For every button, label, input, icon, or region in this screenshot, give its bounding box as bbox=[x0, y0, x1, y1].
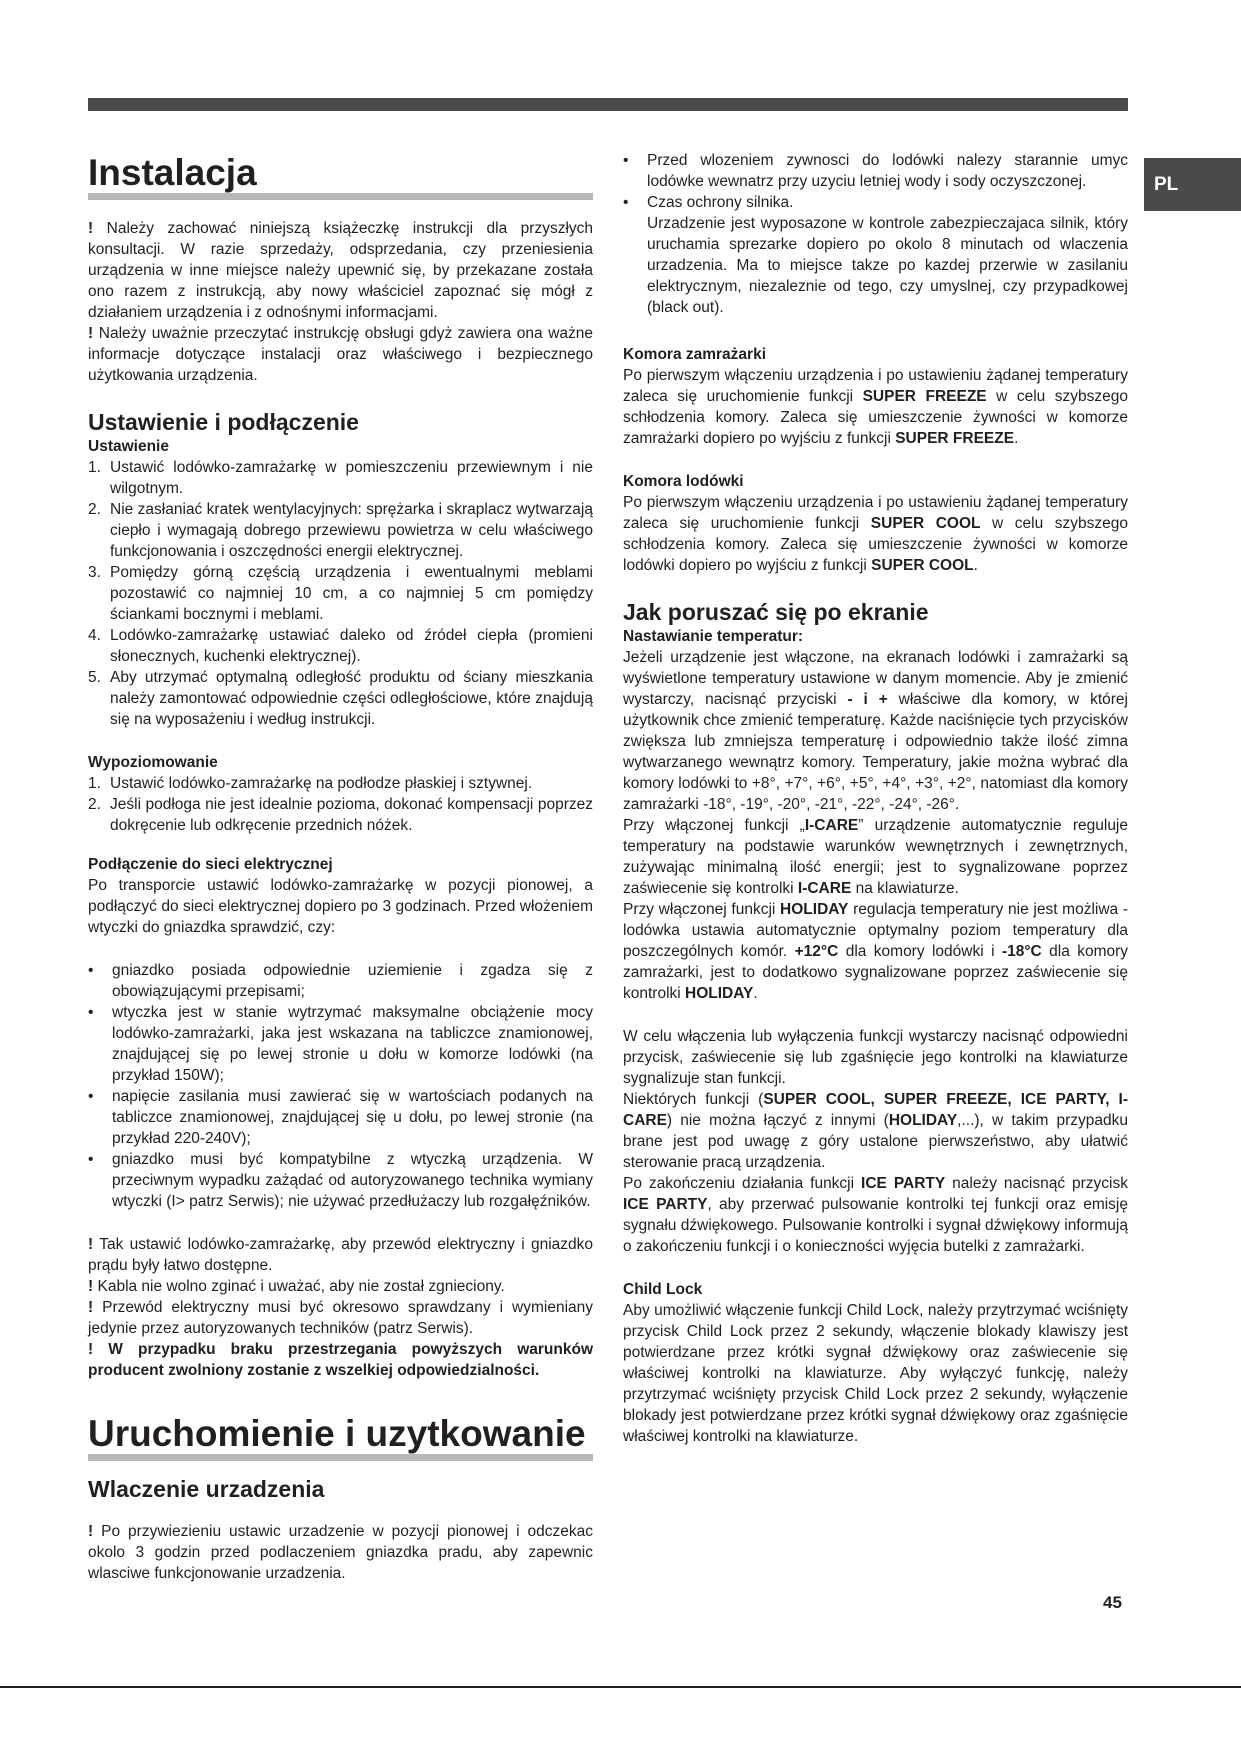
intro-paragraph-1: ! Należy zachować niniejszą książeczkę instrukcji dla przyszłych konsultacji. W razie sprzedaży, odsprzedania, czy przeniesienia urządzenia w inne miejsce należy upewnić się, by przekazane została ono razem z instrukcją, aby nowy właściciel zapoznać się mógł z działaniem urządzenia i z odnośnymi informacjami. bbox=[88, 220, 594, 321]
list-item: • gniazdko musi być kompatybilne z wtyczką urządzenia. W przeciwnym wypadku zażądać od autoryzowanego technika wymiany wtyczki (I> patrz Serwis); nie używać przedłużaczy lub rozgałęźników. bbox=[88, 1151, 593, 1210]
list-item: 1. Ustawić lodówko-zamrażarkę w pomieszczeniu przewiewnym i nie wilgotnym. bbox=[88, 459, 593, 497]
subheading-siec: Podłączenie do sieci elektrycznej bbox=[88, 856, 333, 873]
warning-2: ! Kabla nie wolno zginać i uważać, aby nie został zgnieciony. bbox=[88, 1278, 505, 1295]
subheading-komora-lodowki: Komora lodówki bbox=[623, 473, 744, 490]
bottom-rule bbox=[0, 1686, 1241, 1688]
subheading-nastawianie: Nastawianie temperatur: bbox=[623, 628, 804, 645]
wypoziomowanie-list bbox=[88, 773, 593, 836]
list-item: 2. Jeśli podłoga nie jest idealnie pozioma, dokonać kompensacji poprzez dokręcenie lub odkręcenie przednich nóżek. bbox=[88, 796, 593, 834]
ustawienie-list bbox=[88, 457, 593, 730]
section-title-instalacja: Instalacja bbox=[88, 152, 257, 193]
list-item: 1. Ustawić lodówko-zamrażarkę na podłodze płaskiej i sztywnej. bbox=[88, 775, 533, 792]
left-column bbox=[88, 150, 593, 1584]
list-item: • wtyczka jest w stanie wytrzymać maksymalne obciążenie mocy lodówko-zamrażarki, jaka jest wskazana na tabliczce znamionowej, znajdującej się po lewej stronie u dołu w komorze lodówki (na przykład 150W); bbox=[88, 1004, 593, 1084]
heading-wlaczenie: Wlaczenie urzadzenia bbox=[88, 1476, 325, 1502]
heading-ustawienie-podlaczenie: Ustawienie i podłączenie bbox=[88, 409, 359, 435]
list-item: 3. Pomiędzy górną częścią urządzenia i ewentualnymi meblami pozostawić co najmniej 10 cm, a co najmniej 5 cm pomiędzy ściankami bocznymi i meblami. bbox=[88, 564, 593, 623]
list-item: 4. Lodówko-zamrażarkę ustawiać daleko od źródeł ciepła (promieni słonecznych, kuchenki elektrycznej). bbox=[88, 627, 593, 665]
ice-party-paragraph: Po zakończeniu działania funkcji ICE PARTY należy nacisnąć przycisk ICE PARTY, aby przerwać pulsowanie kontrolki tej funkcji oraz emisję sygnału dźwiękowego. Pulsowanie kontrolki i sygnał dźwiękowy informują o zakończeniu funkcji i o konieczności wyjęcia butelki z zamrażarki. bbox=[623, 1175, 1128, 1255]
warning-4: ! W przypadku braku przestrzegania powyższych warunków producent zwolniony zostanie z wszelkiej odpowiedzialności. bbox=[88, 1341, 594, 1379]
wlaczenie-paragraph: ! Po przywiezieniu ustawic urzadzenie w pozycji pionowej i odczekac okolo 3 godzin przed podlaczeniem gniazdka pradu, aby zapewnic wlasciwe funkcjonowanie urzadzenia. bbox=[88, 1523, 594, 1582]
section-title-uruchomienie: Uruchomienie i uzytkowanie bbox=[88, 1413, 586, 1454]
niektore-funkcje-paragraph: Niektórych funkcji (SUPER COOL, SUPER FREEZE, ICE PARTY, I-CARE) nie można łączyć z innymi (HOLIDAY,...), w takim przypadku brane jest pod uwagę z góry ustalone pierwszeństwo, aby ułatwić sterowanie pracą urządzenia. bbox=[623, 1091, 1128, 1171]
list-item: • Czas ochrony silnika. bbox=[623, 194, 794, 211]
language-tab: PL bbox=[1144, 158, 1241, 211]
subheading-wypoziomowanie: Wypoziomowanie bbox=[88, 754, 218, 771]
lodowka-paragraph: Po pierwszym włączeniu urządzenia i po ustawieniu żądanej temperatury zaleca się uruchomienie funkcji SUPER COOL w celu szybszego schłodzenia komory. Zaleca się umieszczenie żywności w komorze lodówki dopiero po wyjściu z funkcji SUPER COOL. bbox=[623, 494, 1128, 574]
list-item: Urzadzenie jest wyposazone w kontrole zabezpieczajaca silnik, który uruchamia sprezarke dopiero po okolo 8 minutach od wlaczenia urzadzenia. Ma to miejsce takze po kazdej przerwie w zasilaniu elektrycznym, niezaleznie od tego, czy umyslnej, czy przypadkowej (black out). bbox=[647, 215, 1128, 316]
list-item: • gniazdko posiada odpowiednie uziemienie i zgadza się z obowiązującymi przepisami; bbox=[88, 962, 593, 1000]
zamrazarka-paragraph: Po pierwszym włączeniu urządzenia i po ustawieniu żądanej temperatury zaleca się uruchomienie funkcji SUPER FREEZE w celu szybszego schłodzenia komory. Zaleca się umieszczenie żywności w komorze zamrażarki dopiero po wyjściu z funkcji SUPER FREEZE. bbox=[623, 367, 1128, 447]
warning-3: ! Przewód elektryczny musi być okresowo sprawdzany i wymieniany jedynie przez autoryzowanych techników (patrz Serwis). bbox=[88, 1299, 593, 1337]
subheading-komora-zamrazarki: Komora zamrażarki bbox=[623, 346, 767, 363]
preparation-list bbox=[623, 150, 1128, 318]
top-rule bbox=[88, 98, 1128, 111]
right-column bbox=[623, 150, 1128, 1447]
temperatury-paragraph: Jeżeli urządzenie jest włączone, na ekranach lodówki i zamrażarki są wyświetlone temperatury ustawione w danym momencie. Aby je zmienić wystarczy, nacisnąć przyciski - i + właściwe dla komory, w której użytkownik chce zmienić temperaturę. Każde naciśnięcie tych przycisków zwiększa lub zmniejsza temperaturę i odpowiednio także ilość zimna wytwarzanego wewnątrz komory. Temperatury, jakie można wybrać dla komory lodówki to +8°, +7°, +6°, +5°, +4°, +3°, +2°, natomiast dla komory zamrażarki -18°, -19°, -20°, -21°, -22°, -24°, -26°. bbox=[623, 649, 1128, 813]
list-item: • Przed wlozeniem zywnosci do lodówki nalezy starannie umyc lodówke wewnatrz przy uzyciu letniej wody i sody oczyszczonej. bbox=[623, 152, 1128, 190]
intro-paragraph-2: ! Należy uważnie przeczytać instrukcję obsługi gdyż zawiera ona ważne informacje dotyczące instalacji oraz właściwego i bezpiecznego użytkowania urządzenia. bbox=[88, 325, 593, 384]
child-lock-paragraph: Aby umożliwić włączenie funkcji Child Lock, należy przytrzymać wciśnięty przycisk Child Lock przez 2 sekundy, włączenie blokady klawiszy jest potwierdzane przez krótki sygnał dźwiękowy oraz zaświecenie się właściwej kontrolki na klawiaturze. Aby wyłączyć funkcję, należy przytrzymać wciśnięty przycisk Child Lock przez 2 sekundy, wyłączenie blokady jest potwierdzane przez krótki sygnał dźwiękowy oraz zgaśnięcie właściwej kontrolki na klawiaturze. bbox=[623, 1302, 1128, 1445]
siec-checklist bbox=[88, 960, 593, 1212]
siec-paragraph: Po transporcie ustawić lodówko-zamrażarkę w pozycji pionowej, a podłączyć do sieci elektrycznej dopiero po 3 godzinach. Przed włożeniem wtyczki do gniazdka sprawdzić, czy: bbox=[88, 877, 593, 936]
icare-paragraph: Przy włączonej funkcji „I-CARE” urządzenie automatycznie reguluje temperatury na podstawie warunków wewnętrznych i zewnętrznych, zużywając minimalną ilość energii; jest to sygnalizowane poprzez zaświecenie się kontrolki I-CARE na klawiaturze. bbox=[623, 817, 1128, 897]
list-item: • napięcie zasilania musi zawierać się w wartościach podanych na tabliczce znamionowej, znajdującej się u dołu, po lewej stronie (na przykład 220-240V); bbox=[88, 1088, 593, 1147]
subheading-ustawienie: Ustawienie bbox=[88, 438, 169, 455]
subheading-child-lock: Child Lock bbox=[623, 1281, 703, 1298]
heading-ekran: Jak poruszać się po ekranie bbox=[623, 599, 929, 625]
holiday-paragraph: Przy włączonej funkcji HOLIDAY regulacja temperatury nie jest możliwa - lodówka ustawia automatycznie optymalny poziom temperatury dla poszczególnych komór. +12°C dla komory lodówki i -18°C dla komory zamrażarki, jest to dodatkowo sygnalizowane poprzez zaświecenie się kontrolki HOLIDAY. bbox=[623, 901, 1129, 1002]
list-item: 5. Aby utrzymać optymalną odległość produktu od ściany mieszkania należy zamontować odpowiednie części odległościowe, które znajdują się na wyposażeniu i według instrukcji. bbox=[88, 669, 593, 728]
list-item: 2. Nie zasłaniać kratek wentylacyjnych: sprężarka i skraplacz wytwarzają ciepło i wymagają dobrego przewiewu powietrza w celu właściwego funkcjonowania i oszczędności energii elektrycznej. bbox=[88, 501, 593, 560]
funkcje-paragraph: W celu włączenia lub wyłączenia funkcji wystarczy nacisnąć odpowiedni przycisk, zaświecenie się lub zgaśnięcie jego kontrolki na klawiaturze sygnalizuje stan funkcji. bbox=[623, 1028, 1128, 1087]
page-number: 45 bbox=[1103, 1593, 1122, 1612]
warning-1: ! Tak ustawić lodówko-zamrażarkę, aby przewód elektryczny i gniazdko prądu były łatwo dostępne. bbox=[88, 1236, 594, 1274]
